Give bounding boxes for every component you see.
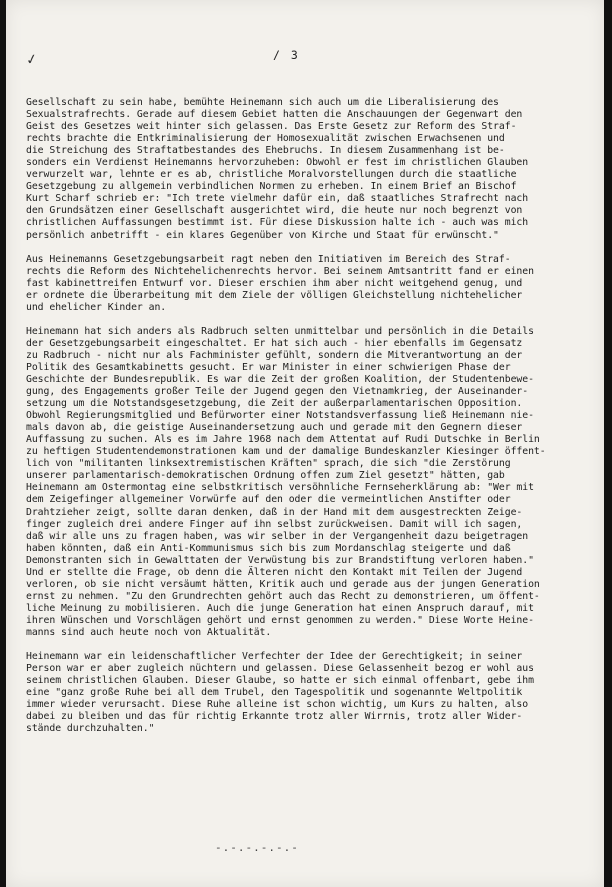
document-body bbox=[26, 97, 592, 747]
paragraph-gerechtigkeit: Heinemann war ein leidenschaftlicher Verfechter der Idee der Gerechtigkeit; in seiner Person war er aber zugleich nüchtern und gelassen. Diese Gelassenheit bezog er wohl aus seinem christlichen Glauben. Dieser Glaube, so hatte er sich einmal offenbart, gebe ihm eine "ganz große Ruhe bei all dem Trubel, den Tagespolitik und sogenannte Weltpolitik immer wieder verursacht. Diese Ruhe alleine ist schon wichtig, um Kurs zu halten, also dabei zu bleiben und das für richtig Erkannte trotz aller Wirrnis, trotz aller Wider- stände durchzuhalten." bbox=[26, 651, 534, 735]
page-number: / 3 bbox=[273, 48, 300, 62]
paragraph-politik-gesamtkabinett: Heinemann hat sich anders als Radbruch selten unmittelbar und persönlich in die Details der Gesetzgebungsarbeit eingeschaltet. Er hat sich auch - hier ebenfalls im Gegensatz zu Radbruch - nicht nur als Fachminister gefühlt, sondern die Mitverantwortung an der Politik des Gesamtkabinetts gesucht. Er war Minister in einer schwierigen Phase der Geschichte der Bundesrepublik. Es war die Zeit der großen Koalition, der Studentenbewe- gung, des Engagements großer Teile der Jugend gegen den Vietnamkrieg, der Auseinander- setzung um die Notstandsgesetzgebung, die Zeit der außerparlamentarischen Opposition. Obwohl Regierungsmitglied und Befürworter einer Notstandsverfassung ließ Heinemann nie- mals davon ab, die geistige Auseinandersetzung auch und gerade mit den Gegnern dieser Auffassung zu suchen. Als es im Jahre 1968 nach dem Attentat auf Rudi Dutschke in Berlin zu heftigen Studentendemonstrationen kam und der damalige Bundeskanzler Kiesinger öffent- lich von "militanten linksextremistischen Kräften" sprach, die sich "die Zerstörung unserer parlamentarisch-demokratischen Ordnung offen zum Ziel gesetzt" hätten, gab Heinemann am Ostermontag eine selbstkritisch versöhnliche Fernseherklärung ab: "Wer mit dem Zeigefinger allgemeiner Vorwürfe auf den oder die vermeintlichen Anstifter oder Drahtzieher zeigt, sollte daran denken, daß in der Hand mit dem ausgestreckten Zeige- finger zugleich drei andere Finger auf ihn selbst zurückweisen. Damit will ich sagen, daß wir alle uns zu fragen haben, was wir selber in der Vergangenheit dazu beigetragen haben könnten, daß ein Anti-Kommunismus sich bis zum Mordanschlag steigerte und daß Demonstranten sich in Gewalttaten der Verwüstung bis zur Brandstiftung verloren haben." Und er stellte die Frage, ob denn die Älteren nicht den Kontakt mit Teilen der Jugend verloren, ob sie nicht versäumt hätten, Kritik auch und gerade aus der jungen Generation ernst zu nehmen. "Zu den Grundrechten gehört auch das Recht zu demonstrieren, um öffent- liche Meinung zu mobilisieren. Auch die junge Generation hat einen Anspruch darauf, mit ihren Wünschen und Vorschlägen gehört und ernst genommen zu werden." Diese Worte Heine- manns sind auch heute noch von Aktualität. bbox=[26, 325, 546, 638]
handwritten-check-mark: ✓ bbox=[24, 50, 40, 70]
paragraph-sexualstrafrecht: Gesellschaft zu sein habe, bemühte Heinemann sich auch um die Liberalisierung des Sexualstrafrechts. Gerade auf diesem Gebiet hatten die Anschauungen der Gegenwart den Geist des Gesetzes weit hinter sich gelassen. Das Erste Gesetz zur Reform des Straf- rechts brachte die Entkriminalisierung der Homosexualität zwischen Erwachsenen und die Streichung des Straftatbestandes des Ehebruchs. In diesem Zusammenhang ist be- sonders ein Verdienst Heinemanns hervorzuheben: Obwohl er fest im christlichen Glauben verwurzelt war, lehnte er es ab, christliche Moralvorstellungen durch die staatliche Gesetzgebung zu allgemein verbindlichen Normen zu erheben. In einem Brief an Bischof Kurt Scharf schrieb er: "Ich trete vielmehr dafür ein, daß staatliches Strafrecht nach den Grundsätzen einer Gesellschaft ausgerichtet wird, die heute nur noch begrenzt von christlichen Auffassungen bestimmt ist. Für diese Diskussion halte ich - auch was mich persönlich anbetrifft - ein klares Gegenüber von Kirche und Staat für erwünscht." bbox=[26, 97, 529, 241]
scan-edge-right bbox=[604, 0, 612, 887]
paragraph-nichtehelichenrecht: Aus Heinemanns Gesetzgebungsarbeit ragt neben den Initiativen im Bereich des Straf- rechts die Reform des Nichtehelichenrechts hervor. Bei seinem Amtsantritt fand er einen fast kabinettreifen Entwurf vor. Dieser erschien ihm aber nicht weitgehend genug, und er ordnete die Überarbeitung mit dem Ziele der völligen Gleichstellung nichtehelicher und ehelicher Kinder an. bbox=[26, 253, 534, 313]
footer-separator: -.-.-.-.-.- bbox=[215, 841, 299, 854]
